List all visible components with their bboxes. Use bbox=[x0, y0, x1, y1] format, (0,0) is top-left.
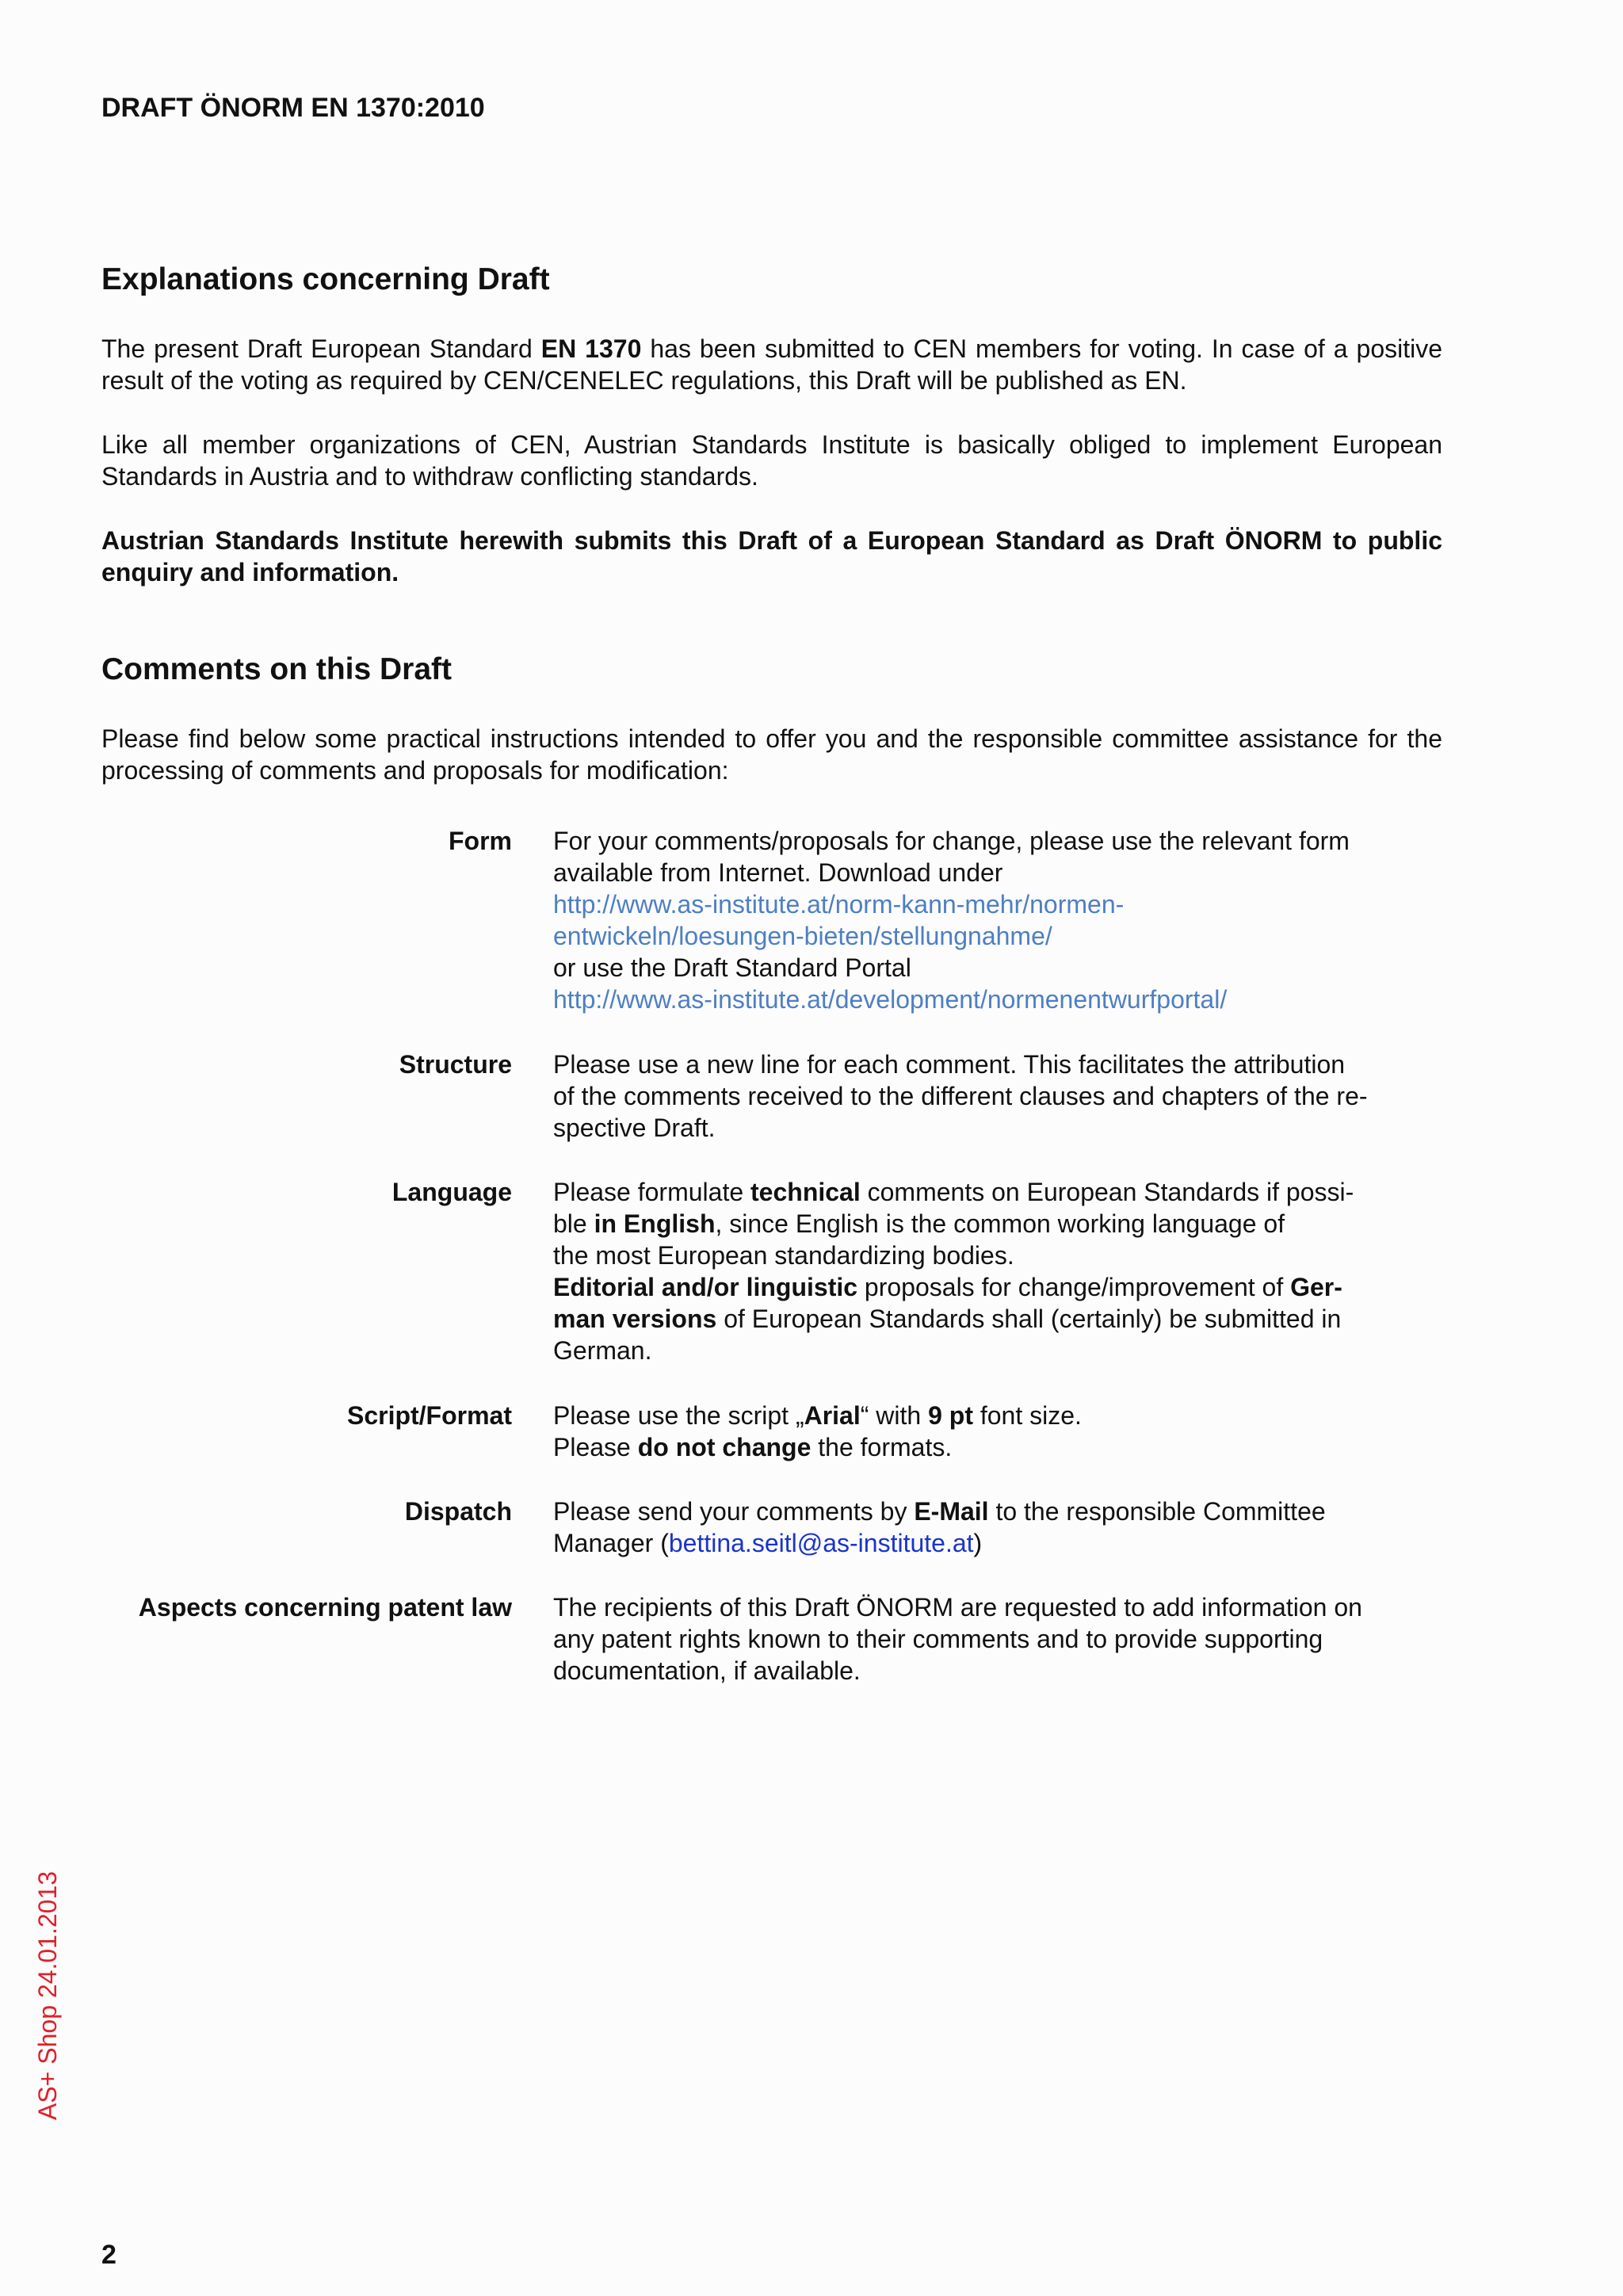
text: Please send your comments by bbox=[553, 1497, 915, 1526]
text: Please formulate bbox=[553, 1178, 751, 1206]
instruction-label-script-format: Script/Format bbox=[346, 1401, 512, 1430]
section-heading-explanations: Explanations concerning Draft bbox=[101, 262, 550, 296]
page-number: 2 bbox=[101, 2240, 116, 2270]
text: Manager ( bbox=[553, 1529, 669, 1557]
instruction-text-form bbox=[553, 825, 1433, 1015]
stellungnahme-link[interactable]: http://www.as-institute.at/norm-kann-mehr/normen- bbox=[553, 890, 1125, 919]
standard-number: EN 1370 bbox=[540, 334, 642, 363]
instruction-label-patent-law: Aspects concerning patent law bbox=[138, 1593, 512, 1622]
text-line: available from Internet. Download under bbox=[553, 858, 1003, 887]
emphasis: Ger- bbox=[1290, 1273, 1342, 1301]
instruction-text-patent-law bbox=[553, 1591, 1433, 1687]
draft-portal-link[interactable]: http://www.as-institute.at/development/normenentwurfportal/ bbox=[553, 985, 1228, 1014]
text: The present Draft European Standard bbox=[101, 334, 541, 363]
text: Please use the script „ bbox=[553, 1401, 804, 1430]
email-link[interactable]: bettina.seitl@as-institute.at bbox=[668, 1529, 974, 1557]
instruction-text-structure bbox=[553, 1049, 1433, 1144]
text: Please bbox=[553, 1433, 638, 1461]
text: the formats. bbox=[811, 1433, 953, 1461]
emphasis: E-Mail bbox=[914, 1497, 989, 1526]
emphasis: in English bbox=[594, 1209, 716, 1238]
text-line: The recipients of this Draft ÖNORM are requested to add information on bbox=[553, 1593, 1362, 1622]
instruction-label-dispatch: Dispatch bbox=[404, 1497, 512, 1526]
text: has been submitted to CEN members for voting. In case of a positive result of the voting as required by CEN/CENELEC regulations, this Draft will be published as EN. bbox=[101, 334, 1443, 395]
text-line: the most European standardizing bodies. bbox=[553, 1241, 1014, 1270]
emphasis: man versions bbox=[553, 1305, 717, 1333]
text: “ with bbox=[860, 1401, 929, 1430]
text-line bbox=[553, 1176, 1433, 1208]
text-line bbox=[553, 1496, 1433, 1527]
text-line: of the comments received to the different clauses and chapters of the re- bbox=[553, 1082, 1368, 1110]
text-line: or use the Draft Standard Portal bbox=[553, 953, 911, 982]
text-line: any patent rights known to their comments and to provide supporting bbox=[553, 1625, 1323, 1653]
text-line bbox=[553, 1303, 1433, 1335]
instruction-label-language: Language bbox=[391, 1178, 512, 1206]
text-line bbox=[553, 1208, 1433, 1240]
text-line bbox=[553, 1431, 1433, 1463]
document-header: DRAFT ÖNORM EN 1370:2010 bbox=[101, 93, 485, 123]
text: comments on European Standards if possi- bbox=[860, 1178, 1354, 1206]
shop-watermark: AS+ Shop 24.01.2013 bbox=[33, 1870, 62, 2120]
paragraph-instructions-intro: Please find below some practical instructions intended to offer you and the responsible committee assistance for the processing of comments and proposals for modification: bbox=[101, 724, 1442, 785]
text: font size. bbox=[972, 1401, 1082, 1430]
text-line: German. bbox=[553, 1336, 652, 1365]
text: , since English is the common working language of bbox=[715, 1209, 1285, 1238]
emphasis: technical bbox=[750, 1178, 861, 1206]
text-line: For your comments/proposals for change, please use the relevant form bbox=[553, 827, 1350, 855]
emphasis: Arial bbox=[804, 1401, 861, 1430]
instruction-text-language bbox=[553, 1176, 1433, 1366]
emphasis: 9 pt bbox=[928, 1401, 973, 1430]
paragraph-submission bbox=[101, 333, 1442, 396]
emphasis: do not change bbox=[637, 1433, 812, 1461]
instruction-label-structure: Structure bbox=[399, 1050, 512, 1079]
instruction-label-form: Form bbox=[449, 827, 512, 855]
section-heading-comments: Comments on this Draft bbox=[101, 652, 453, 686]
text: ) bbox=[973, 1529, 983, 1557]
text: to the responsible Committee bbox=[988, 1497, 1326, 1526]
instruction-text-script-format bbox=[553, 1400, 1433, 1463]
emphasis: Editorial and/or linguistic bbox=[553, 1273, 858, 1301]
text: proposals for change/improvement of bbox=[857, 1273, 1291, 1301]
text-line bbox=[553, 1527, 1433, 1559]
text-line: spective Draft. bbox=[553, 1114, 716, 1142]
text-line bbox=[553, 1271, 1433, 1303]
text-line: documentation, if available. bbox=[553, 1656, 861, 1685]
instruction-text-dispatch bbox=[553, 1496, 1433, 1559]
text-line bbox=[553, 1400, 1433, 1431]
text: of European Standards shall (certainly) be submitted in bbox=[716, 1305, 1342, 1333]
text-line: Please use a new line for each comment. This facilitates the attribution bbox=[553, 1050, 1346, 1079]
stellungnahme-link-continued[interactable]: entwickeln/loesungen-bieten/stellungnahme/ bbox=[553, 922, 1052, 950]
paragraph-obligation: Like all member organizations of CEN, Austrian Standards Institute is basically obliged to implement European Standards in Austria and to withdraw conflicting standards. bbox=[101, 430, 1442, 491]
text: ble bbox=[553, 1209, 594, 1238]
paragraph-public-enquiry: Austrian Standards Institute herewith submits this Draft of a European Standard as Draft ÖNORM to public enquiry and information. bbox=[101, 526, 1442, 586]
